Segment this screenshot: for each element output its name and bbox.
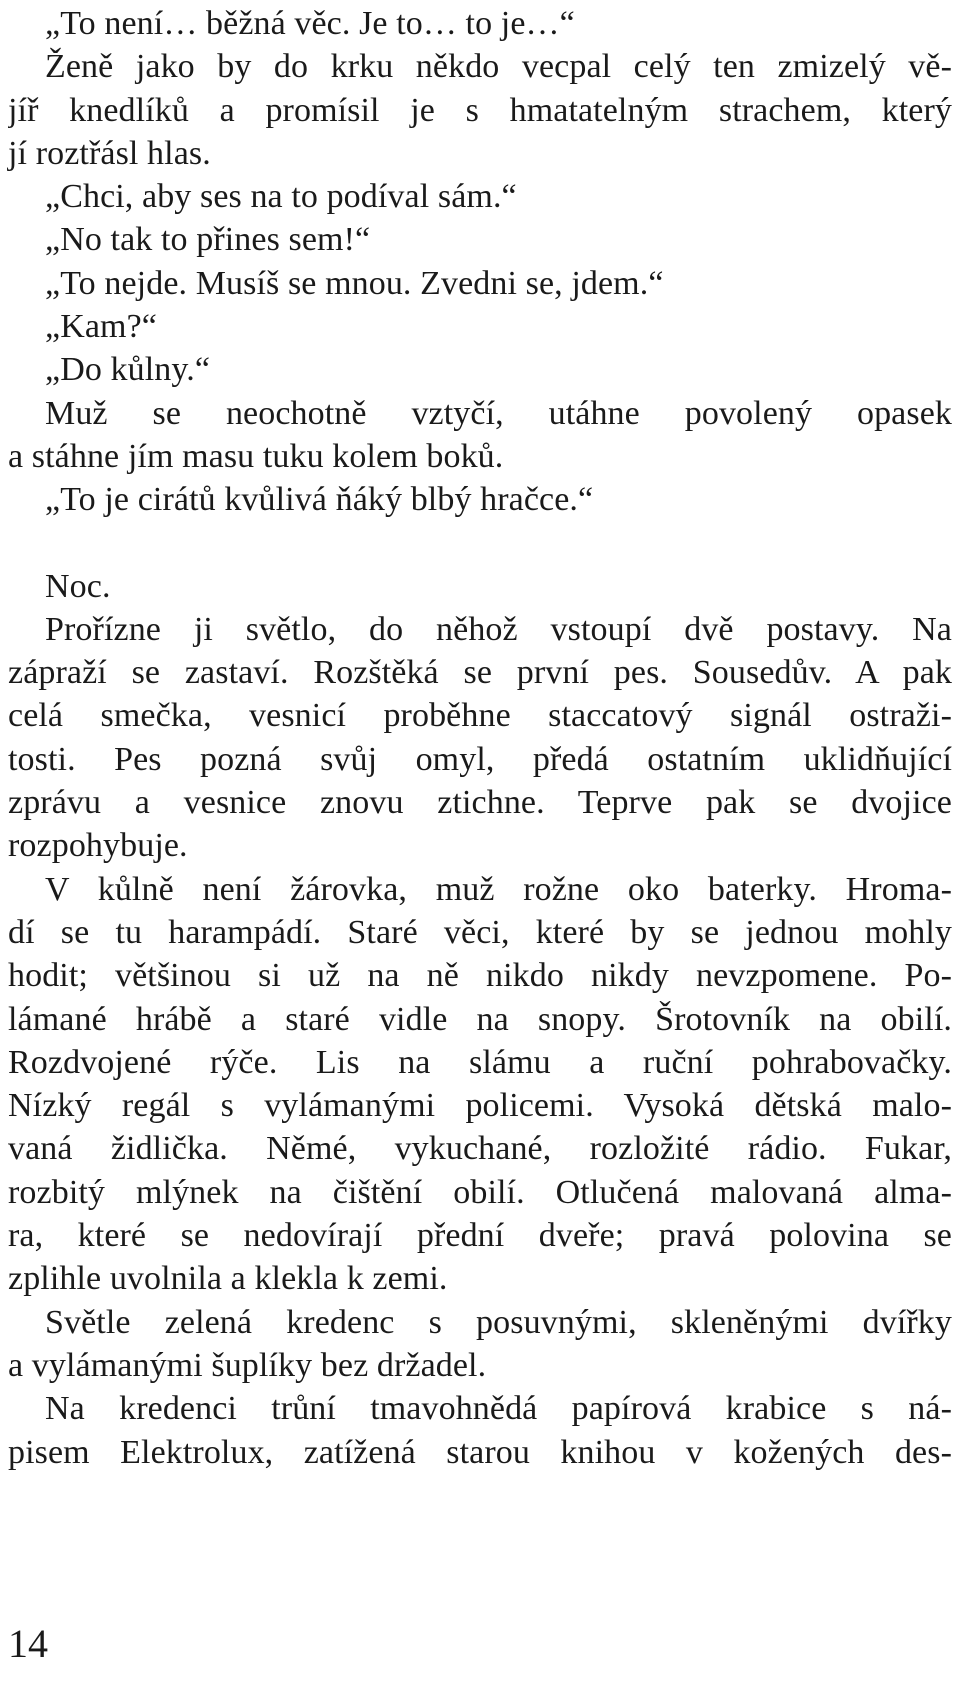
text-line: „Kam?“ — [45, 308, 157, 346]
text-line: Muž se neochotně vztyčí, utáhne povolený opasek — [45, 394, 952, 432]
text-line: „No tak to přines sem!“ — [45, 221, 371, 259]
text-line: hodit; většinou si už na ně nikdo nikdy nevzpomene. Po- — [8, 957, 952, 995]
text-line: zplihle uvolnila a klekla k zemi. — [8, 1260, 448, 1298]
text-line: zprávu a vesnice znovu ztichne. Teprve pak se dvojice — [8, 784, 952, 822]
text-line: jíř knedlíků a promísil je s hmatatelným strachem, který — [8, 91, 952, 129]
text-line: rozbitý mlýnek na čištění obilí. Otlučená malovaná alma- — [8, 1173, 952, 1211]
text-line: vaná židlička. Němé, vykuchané, rozložité rádio. Fukar, — [8, 1130, 952, 1168]
text-line: lámané hrábě a staré vidle na snopy. Šrotovník na obilí. — [8, 1000, 952, 1038]
text-line: a stáhne jím masu tuku kolem boků. — [8, 437, 504, 475]
text-line: „To nejde. Musíš se mnou. Zvedni se, jdem.“ — [45, 264, 664, 302]
text-line: Světle zelená kredenc s posuvnými, skleněnými dvířky — [45, 1303, 952, 1341]
text-line: Noc. — [45, 567, 111, 605]
text-line: celá smečka, vesnicí proběhne staccatový signál ostraži- — [8, 697, 952, 735]
text-line: Nízký regál s vylámanými policemi. Vysoká dětská malo- — [8, 1087, 952, 1125]
page-text — [8, 2, 952, 1474]
text-line: rozpohybuje. — [8, 827, 188, 865]
text-line: „To není… běžná věc. Je to… to je…“ — [45, 5, 575, 42]
text-line: „Chci, aby ses na to podíval sám.“ — [45, 178, 517, 216]
text-line: Rozdvojené rýče. Lis na slámu a ruční pohrabovačky. — [8, 1043, 952, 1081]
text-line: pisem Elektrolux, zatížená starou knihou v kožených des- — [8, 1433, 952, 1471]
text-line: dí se tu harampádí. Staré věci, které by se jednou mohly — [8, 913, 952, 951]
text-line: a vylámanými šuplíky bez držadel. — [8, 1346, 487, 1384]
text-line: Ženě jako by do krku někdo vecpal celý ten zmizelý vě- — [45, 48, 952, 86]
text-line: zápraží se zastaví. Rozštěká se první pes. Sousedův. A pak — [8, 654, 952, 692]
text-line: V kůlně není žárovka, muž rožne oko baterky. Hroma- — [45, 870, 952, 908]
narrative-block — [8, 565, 952, 1474]
text-line: „To je cirátů kvůlivá ňáký blbý hračce.“ — [45, 481, 594, 519]
text-line: ra, které se nedovírají přední dveře; pravá polovina se — [8, 1217, 952, 1255]
text-line: jí roztřásl hlas. — [8, 134, 211, 172]
text-line: tosti. Pes pozná svůj omyl, předá ostatním uklidňující — [8, 740, 952, 778]
text-line: Na kredenci trůní tmavohnědá papírová krabice s ná- — [45, 1390, 952, 1428]
page-number: 14 — [8, 1621, 48, 1666]
section-break — [8, 522, 952, 565]
text-line: „Do kůlny.“ — [45, 351, 211, 389]
text-line: Prořízne ji světlo, do něhož vstoupí dvě postavy. Na — [45, 610, 952, 648]
dialogue-block — [8, 2, 952, 522]
